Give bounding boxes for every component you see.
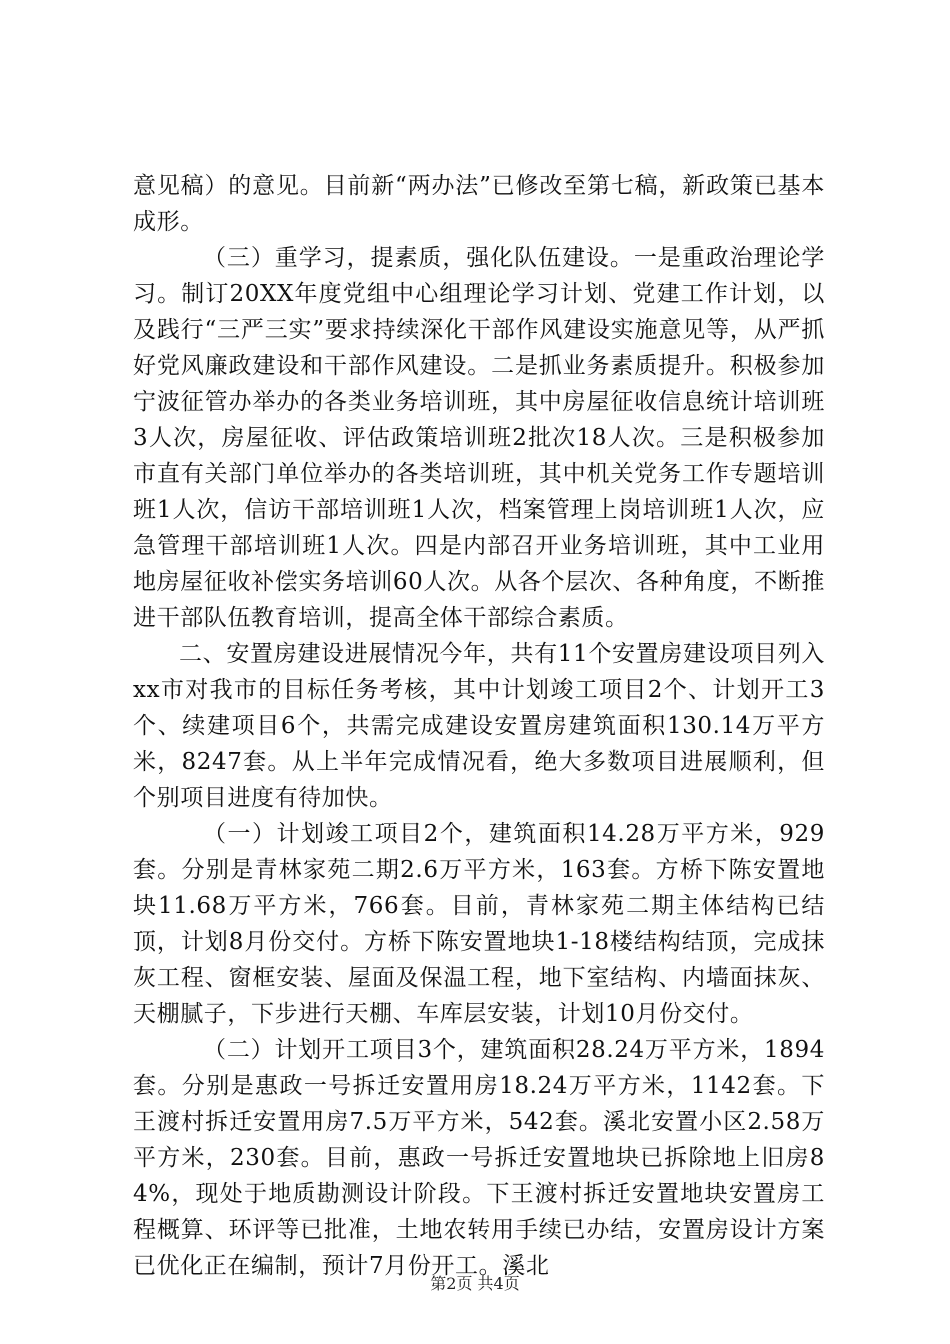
paragraph-completion-projects: （一）计划竣工项目2个，建筑面积14.28万平方米，929套。分别是青林家苑二期2.6万平方米，163套。方桥下陈安置地块11.68万平方米，766套。目前，青林家苑二期主体结构已结顶，计划8月份交付。方桥下陈安置地块1-18楼结构结顶，完成抹灰工程、窗框安装、屋面及保温工程，地下室结构、内墙面抹灰、天棚腻子，下步进行天棚、车库层安装，计划10月份交付。 <box>133 821 825 1027</box>
paragraph-continuation: 意见稿）的意见。目前新“两办法”已修改至第七稿，新政策已基本成形。 <box>133 173 825 235</box>
document-body <box>133 168 825 1284</box>
page-footer <box>0 1274 950 1294</box>
paragraph-housing-progress: 二、安置房建设进展情况今年，共有11个安置房建设项目列入xx市对我市的目标任务考核，其中计划竣工项目2个、计划开工3个、续建项目6个，共需完成建设安置房建筑面积130.14万平方米，8247套。从上半年完成情况看，绝大多数项目进展顺利，但个别项目进度有待加快。 <box>133 641 825 811</box>
page-number: 第2页 共4页 <box>430 1274 520 1293</box>
paragraph-start-projects: （二）计划开工项目3个，建筑面积28.24万平方米，1894套。分别是惠政一号拆迁安置用房18.24万平方米，1142套。下王渡村拆迁安置用房7.5万平方米，542套。溪北安置小区2.58万平方米，230套。目前，惠政一号拆迁安置地块已拆除地上旧房84%，现处于地质勘测设计阶段。下王渡村拆迁安置地块安置房工程概算、环评等已批准，土地农转用手续已办结，安置房设计方案已优化正在编制，预计7月份开工。溪北 <box>133 1037 825 1279</box>
paragraph-team-building: （三）重学习，提素质，强化队伍建设。一是重政治理论学习。制订20XX年度党组中心组理论学习计划、党建工作计划，以及践行“三严三实”要求持续深化干部作风建设实施意见等，从严抓好党风廉政建设和干部作风建设。二是抓业务素质提升。积极参加宁波征管办举办的各类业务培训班，其中房屋征收信息统计培训班3人次，房屋征收、评估政策培训班2批次18人次。三是积极参加市直有关部门单位举办的各类培训班，其中机关党务工作专题培训班1人次，信访干部培训班1人次，档案管理上岗培训班1人次，应急管理干部培训班1人次。四是内部召开业务培训班，其中工业用地房屋征收补偿实务培训60人次。从各个层次、各种角度，不断推进干部队伍教育培训，提高全体干部综合素质。 <box>133 245 825 631</box>
